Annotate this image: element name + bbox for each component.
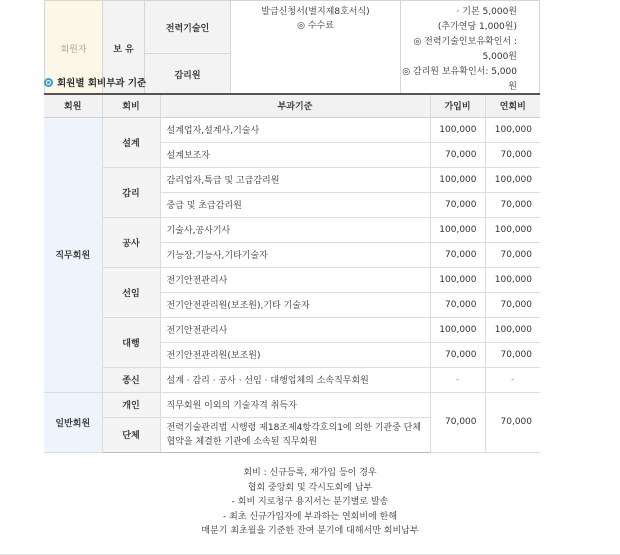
header-member: 회원: [44, 94, 102, 117]
header-join-fee: 가입비: [430, 94, 485, 117]
sub-construction: 공사: [102, 217, 160, 267]
annual-fee-cell: 70,000: [485, 242, 540, 267]
section-title: 회원별 회비부과 기준: [44, 75, 146, 89]
sub-design: 설계: [102, 117, 160, 167]
criteria-cell: 기술사,공사기사: [160, 217, 430, 242]
table-row: [44, 317, 540, 342]
sub-agency: 대행: [102, 317, 160, 367]
group-general-member: 일반회원: [44, 392, 102, 452]
join-fee-cell: -: [430, 367, 485, 392]
category-cell: 회원자: [45, 1, 103, 96]
membership-fee-table: [44, 93, 540, 453]
annual-fee-cell: 70,000: [485, 192, 540, 217]
fee-label: ◎ 수수료: [297, 21, 334, 31]
table-row: [44, 267, 540, 292]
join-fee-cell: 100,000: [430, 167, 485, 192]
criteria-cell: 전기안전관리사: [160, 267, 430, 292]
join-fee-cell: 70,000: [430, 392, 485, 452]
header-fee: 회비: [102, 94, 160, 117]
header-annual-fee: 연회비: [485, 94, 540, 117]
table-row: [44, 392, 540, 417]
holder-cell: 보 유: [103, 1, 145, 96]
electric-technician-cell: 전력기술인: [145, 1, 231, 54]
fee-detail-cell: [401, 1, 540, 96]
table-row: [44, 167, 540, 192]
header-criteria: 부과기준: [160, 94, 430, 117]
annual-fee-cell: 70,000: [485, 342, 540, 367]
sub-appointment: 선임: [102, 267, 160, 317]
sub-individual: 개인: [102, 392, 160, 417]
note-line: 협회 중앙회 및 각시도회에 납부: [247, 482, 373, 493]
sub-lifetime: 종신: [102, 367, 160, 392]
criteria-cell: 전력기술관리법 시행령 제18조제4항각호의1에 의한 기관중 단체협약을 체결한 기관에 소속된 직무회원: [160, 417, 430, 452]
circle-bullet-icon: [44, 78, 53, 87]
criteria-cell: 설계보조자: [160, 142, 430, 167]
join-fee-cell: 70,000: [430, 342, 485, 367]
join-fee-cell: 100,000: [430, 267, 485, 292]
criteria-cell: 전기안전관리원(보조원),기타 기술자: [160, 292, 430, 317]
issue-application-cell: [231, 1, 401, 96]
annual-fee-cell: 70,000: [485, 392, 540, 452]
table-row: [44, 367, 540, 392]
supervisor-cell: 감리원: [145, 54, 231, 96]
join-fee-cell: 100,000: [430, 117, 485, 142]
annual-fee-cell: -: [485, 367, 540, 392]
annual-fee-cell: 100,000: [485, 317, 540, 342]
criteria-cell: 전기안전관리사: [160, 317, 430, 342]
table-row: [44, 217, 540, 242]
join-fee-cell: 70,000: [430, 292, 485, 317]
note-line: - 최초 신규가입자에 부과하는 연회비에 한해: [222, 511, 398, 522]
join-fee-cell: 70,000: [430, 242, 485, 267]
join-fee-cell: 70,000: [430, 192, 485, 217]
note-line: 매분기 최초월을 기준한 잔여 분기에 대해서만 회비납부: [201, 526, 419, 536]
fee-additional: (추가연당 1,000원): [437, 22, 517, 32]
table-row: [44, 117, 540, 142]
sub-organization: 단체: [102, 417, 160, 452]
annual-fee-cell: 100,000: [485, 167, 540, 192]
sub-supervision: 감리: [102, 167, 160, 217]
annual-fee-cell: 70,000: [485, 292, 540, 317]
join-fee-cell: 100,000: [430, 217, 485, 242]
annual-fee-cell: 100,000: [485, 267, 540, 292]
fee-notes: [0, 466, 620, 539]
annual-fee-cell: 70,000: [485, 142, 540, 167]
group-job-member: 직무회원: [44, 117, 102, 392]
note-line: 회비 : 신규등록, 재가입 등이 경우: [243, 468, 377, 478]
annual-fee-cell: 100,000: [485, 217, 540, 242]
table-header-row: [44, 94, 540, 117]
fee-electric-confirm: ◎ 전력기술인보유확인서 : 5,000원: [413, 37, 517, 62]
criteria-cell: 감리업자,특급 및 고급감리원: [160, 167, 430, 192]
criteria-cell: 전기안전관리원(보조원): [160, 342, 430, 367]
criteria-cell: 중급 및 초급감리원: [160, 192, 430, 217]
note-line: - 회비 지로청구 용지서는 분기별로 발송: [231, 497, 389, 507]
issue-form-text: 발급신청서(별지제8호서식): [261, 7, 370, 17]
criteria-cell: 설계업자,설계사,기술사: [160, 117, 430, 142]
fee-basic: · 기본 5,000원: [456, 7, 517, 17]
criteria-cell: 직무회원 이외의 기술자격 취득자: [160, 392, 430, 417]
join-fee-cell: 70,000: [430, 142, 485, 167]
join-fee-cell: 100,000: [430, 317, 485, 342]
criteria-cell: 설계 · 감리 · 공사 · 선임 · 대행업체의 소속직무회원: [160, 367, 430, 392]
annual-fee-cell: 100,000: [485, 117, 540, 142]
fee-supervisor-confirm: ◎ 감리원 보유확인서: 5,000원: [402, 67, 517, 92]
criteria-cell: 기능장,기능사,기타기술자: [160, 242, 430, 267]
